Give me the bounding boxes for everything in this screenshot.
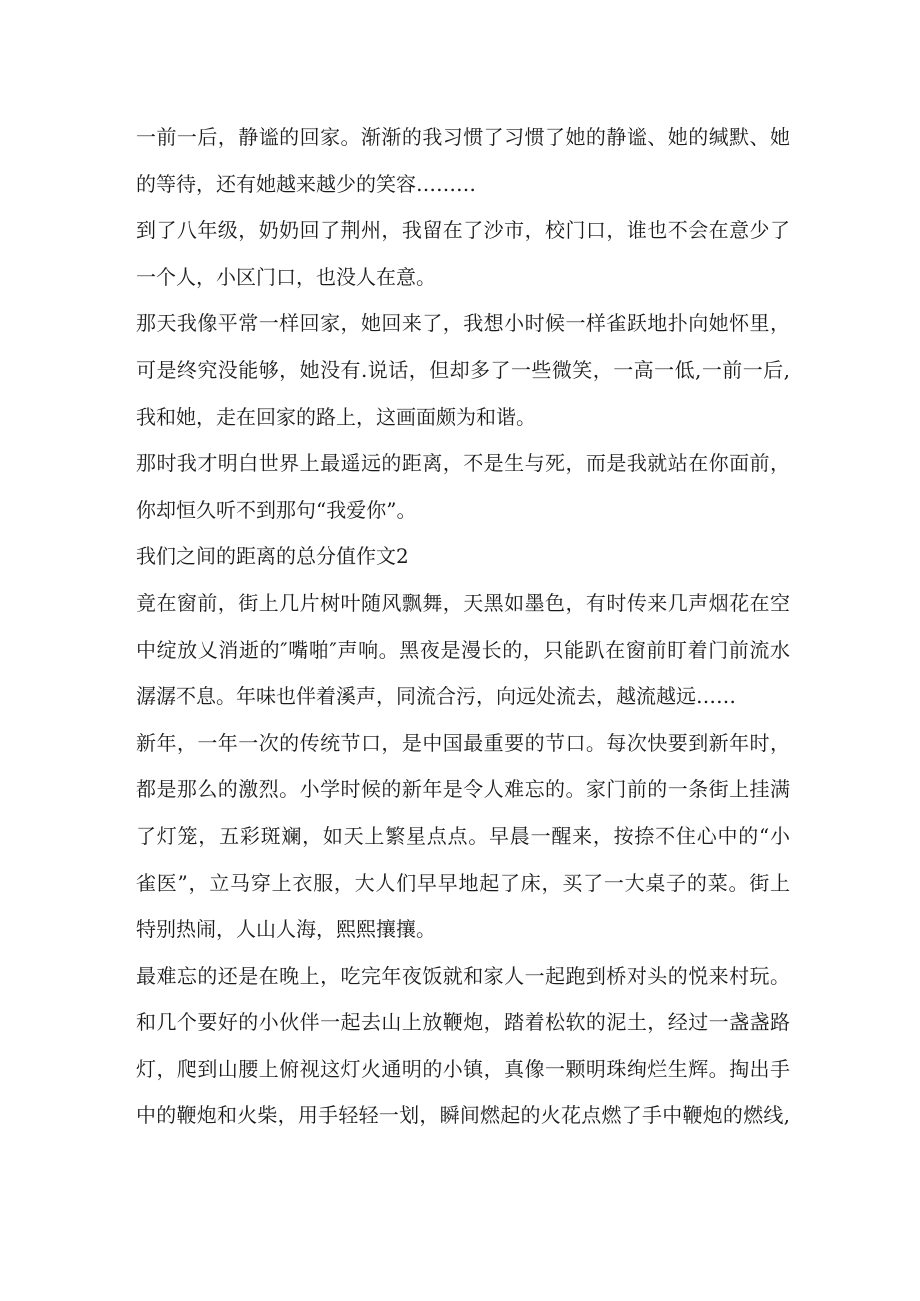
text-line: 新年，一年一次的传统节口，是中国最重要的节口。每次快要到新年时，: [136, 730, 790, 755]
text-line: 一个人，小区门口，也没人在意。: [136, 264, 436, 289]
text-line: 最难忘的还是在晚上，吃完年夜饭就和家人一起跑到桥对头的悦来村玩。: [136, 963, 790, 988]
text-line: 灯，爬到山腰上俯视这灯火通明的小镇，真像一颗明珠绚烂生辉。掏出手: [136, 1056, 790, 1081]
text-line: 一前一后，静谧的回家。渐渐的我习惯了习惯了她的静谧、她的缄默、她: [136, 125, 790, 149]
text-line: 你却恒久听不到那句“我爱你”。: [136, 497, 417, 522]
text-line: 都是那么的激烈。小学时候的新年是令人难忘的。家门前的一条街上挂满: [136, 777, 790, 802]
text-line: 和几个要好的小伙伴一起去山上放鞭炮，踏着松软的泥土，经过一盏盏路: [136, 1010, 790, 1035]
text-line: 可是终究没能够，她没有.说话，但却多了一些微笑，一高一低,一前一后,: [136, 357, 790, 382]
text-line: 那时我才明白世界上最遥远的距离，不是生与死，而是我就站在你面前，: [136, 451, 790, 476]
text-line: 中绽放乂消逝的″嘴啪″声响。黑夜是漫长的，只能趴在窗前盯着门前流水: [136, 637, 790, 662]
document-body: [136, 114, 796, 1139]
text-line: 竟在窗前，街上几片树叶随风飘舞，天黑如墨色，有时传来几声烟花在空: [136, 590, 790, 615]
text-line: 那天我像平常一样回家，她回来了，我想小时候一样雀跃地扑向她怀里，: [136, 311, 790, 336]
text-line: 特别热闹，人山人海，熙熙攘攘。: [136, 917, 436, 942]
text-line: 潺潺不息。年味也伴着溪声，同流合污，向远处流去，越流越远……: [136, 684, 736, 709]
text-line: 的等待，还有她越来越少的笑容………: [136, 171, 476, 196]
text-line: 我和她，走在回家的路上，这画面颇为和谐。: [136, 404, 536, 429]
text-line: 到了八年级，奶奶回了荆州，我留在了沙市，校门口，谁也不会在意少了: [136, 218, 790, 243]
text-line: 雀医”，立马穿上衣服，大人们早早地起了床，买了一大桌子的菜。街上: [136, 870, 790, 895]
section-heading: 我们之间的距离的总分值作文2: [136, 544, 409, 569]
text-line: 中的鞭炮和火柴，用手轻轻一划，瞬间燃起的火花点燃了手中鞭炮的燃线,: [136, 1103, 790, 1128]
text-line: 了灯笼，五彩斑斓，如天上繁星点点。早晨一醒来，按捺不住心中的“小: [136, 823, 790, 848]
